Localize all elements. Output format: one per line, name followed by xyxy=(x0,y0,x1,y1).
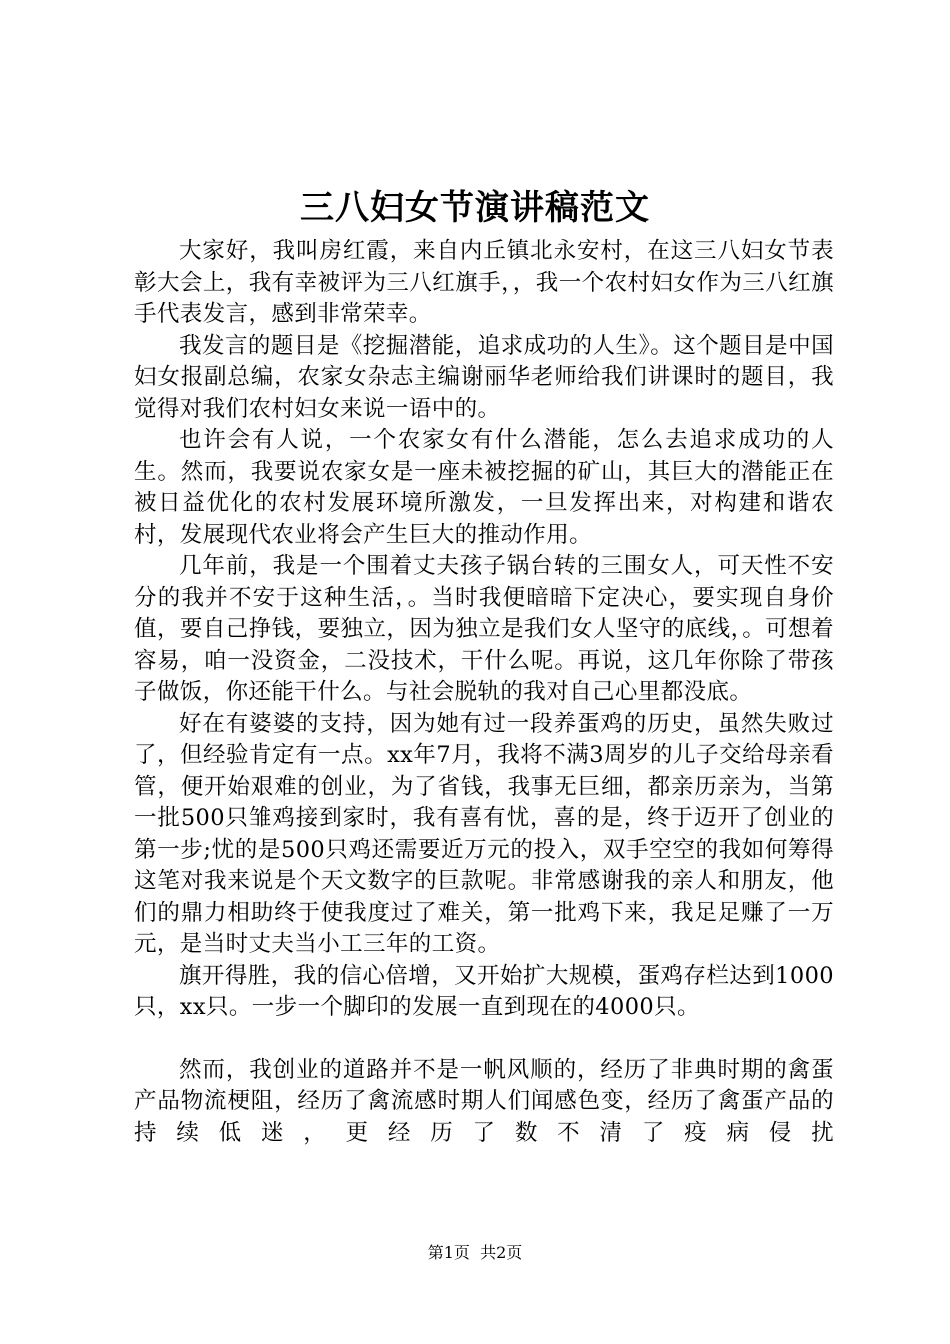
paragraph: 旗开得胜，我的信心倍增，又开始扩大规模，蛋鸡存栏达到1000只，xx只。一步一个脚印的发展一直到现在的4000只。 xyxy=(134,962,834,1020)
paragraph: 大家好，我叫房红霞，来自内丘镇北永安村，在这三八妇女节表彰大会上，我有幸被评为三八红旗手，，我一个农村妇女作为三八红旗手代表发言，感到非常荣幸。 xyxy=(134,238,834,327)
document-body xyxy=(134,236,834,1149)
paragraph: 几年前，我是一个围着丈夫孩子锅台转的三围女人，可天性不安分的我并不安于这种生活，。当时我便暗暗下定决心，要实现自身价值，要自己挣钱，要独立，因为独立是我们女人坚守的底线，。可想着容易，咱一没资金，二没技术，干什么呢。再说，这几年你除了带孩子做饭，你还能干什么。与社会脱轨的我对自己心里都没底。 xyxy=(134,553,834,705)
paragraph: 也许会有人说，一个农家女有什么潜能，怎么去追求成功的人生。然而，我要说农家女是一座未被挖掘的矿山，其巨大的潜能正在被日益优化的农村发展环境所激发，一旦发挥出来，对构建和谐农村，发展现代农业将会产生巨大的推动作用。 xyxy=(134,427,834,548)
paragraph: 然而，我创业的道路并不是一帆风顺的，经历了非典时期的禽蛋产品物流梗阻，经历了禽流感时期人们闻感色变，经历了禽蛋产品的持续低迷，更经历了数不清了疫病侵扰 xyxy=(134,1056,834,1146)
paragraph: 我发言的题目是《挖掘潜能，追求成功的人生》。这个题目是中国妇女报副总编，农家女杂志主编谢丽华老师给我们讲课时的题目，我觉得对我们农村妇女来说一语中的。 xyxy=(134,332,834,422)
paragraph: 好在有婆婆的支持，因为她有过一段养蛋鸡的历史，虽然失败过了，但经验肯定有一点。xx年7月，我将不满3周岁的儿子交给母亲看管，便开始艰难的创业，为了省钱，我事无巨细，都亲历亲为，当第一批500只雏鸡接到家时，我有喜有忧，喜的是，终于迈开了创业的第一步;忧的是500只鸡还需要近万元的投入，双手空空的我如何筹得这笔对我来说是个天文数字的巨款呢。非常感谢我的亲人和朋友，他们的鼎力相助终于使我度过了难关，第一批鸡下来，我足足赚了一万元，是当时丈夫当小工三年的工资。 xyxy=(134,710,834,957)
page-number: 第1页 共2页 xyxy=(427,1243,523,1262)
page-title: 三八妇女节演讲稿范文 xyxy=(300,188,650,228)
page-footer xyxy=(0,1242,950,1264)
